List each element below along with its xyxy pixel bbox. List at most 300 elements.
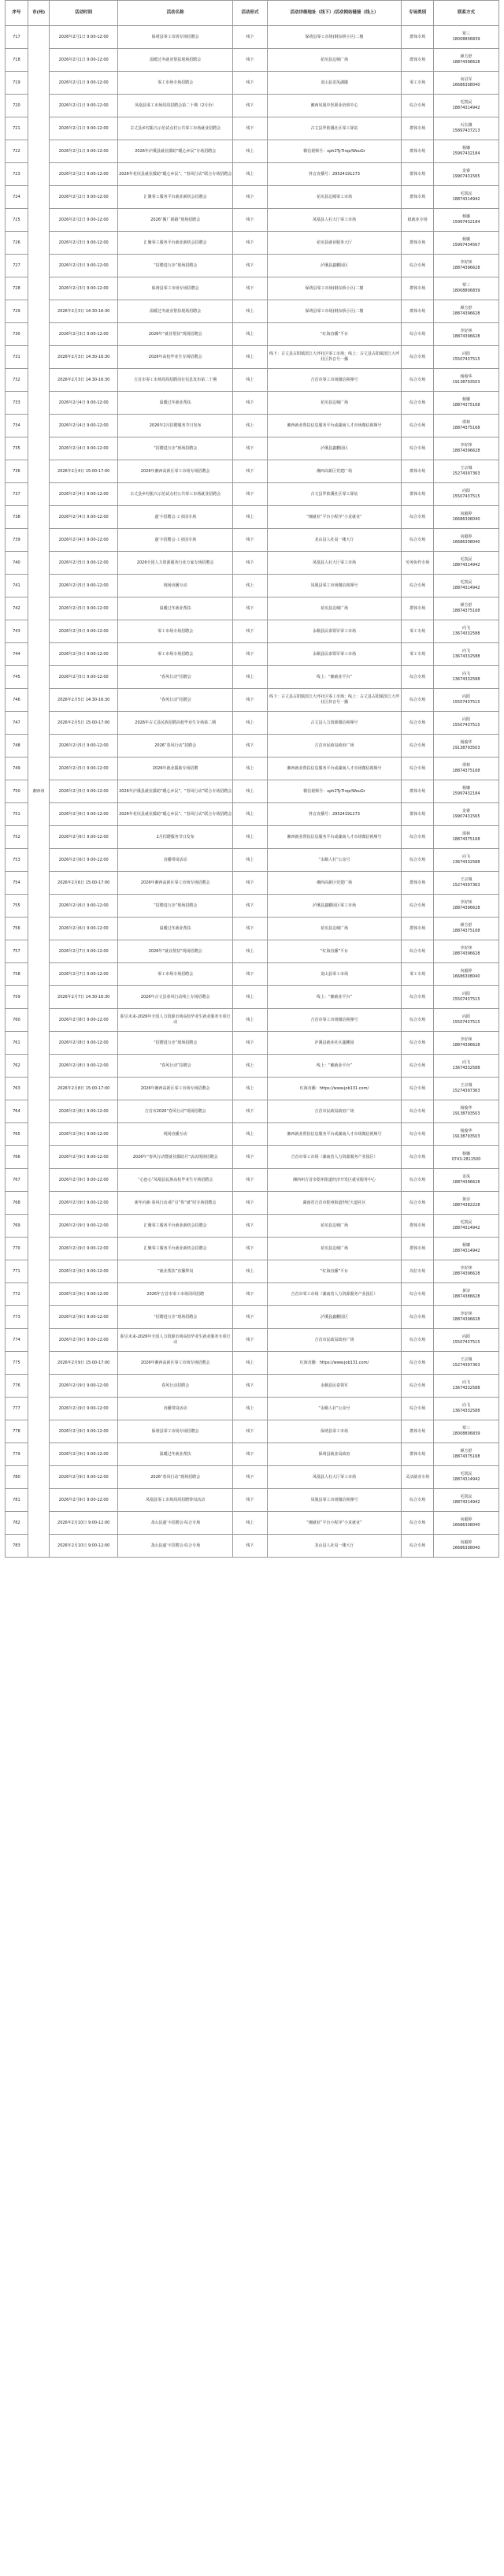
cell-activity-name: 职引未来-2026年全国人力资源市场高校毕业生就业服务专项行动 — [117, 1329, 233, 1352]
cell-seq: 726 — [6, 232, 28, 255]
cell-time: 2026年2月7日 9:00-12:00 — [50, 940, 117, 963]
cell-contact — [434, 666, 499, 689]
cell-form: 线下 — [233, 1443, 267, 1466]
cell-seq: 765 — [6, 1123, 28, 1146]
contact-person: 毛凯民 — [460, 580, 472, 585]
cell-time: 2026年2月9日 9:00-12:00 — [50, 1398, 117, 1420]
cell-category: 综合专场 — [402, 1306, 434, 1329]
cell-time: 2026年2月4日 9:00-12:00 — [50, 415, 117, 437]
contact-person: 杨俊华 — [460, 740, 472, 745]
cell-form: 线下 — [233, 232, 267, 255]
cell-time: 2026年2月3日 14:30-16:30 — [50, 346, 117, 369]
cell-category: 综合专场 — [402, 940, 434, 963]
table-row — [6, 529, 499, 552]
contact-person: 谭林 — [462, 763, 471, 768]
table-row — [6, 1078, 499, 1100]
cell-seq: 778 — [6, 1420, 28, 1443]
cell-activity-name: 2026年湘西高新区零工市场专场招聘会 — [117, 872, 233, 895]
column-header: 活动详细地址（线下）/活动网站链接（线上） — [267, 1, 402, 26]
cell-contact — [434, 620, 499, 643]
cell-contact — [434, 918, 499, 940]
cell-time: 2026年2月9日 9:00-12:00 — [50, 1260, 117, 1283]
cell-contact — [434, 895, 499, 918]
table-row — [6, 117, 499, 140]
cell-seq: 718 — [6, 49, 28, 72]
contact-phone: 18874375168 — [452, 1454, 480, 1459]
cell-seq: 734 — [6, 415, 28, 437]
contact-person: 李好林 — [460, 1037, 472, 1042]
cell-category: 群体专场 — [402, 1443, 434, 1466]
cell-form: 线下 — [233, 1329, 267, 1352]
cell-seq: 746 — [6, 689, 28, 712]
cell-address: 古丈县罗依溪社区零工驿站 — [267, 483, 402, 506]
cell-category: 综合专场 — [402, 1100, 434, 1123]
contact-phone: 15507437515 — [452, 357, 480, 362]
cell-form: 线上 — [233, 666, 267, 689]
contact-person: 向飞 — [462, 1380, 471, 1385]
cell-form: 线下 — [233, 918, 267, 940]
cell-activity-name: “招聘进万企”现场招聘会 — [117, 1306, 233, 1329]
cell-address: 花垣县边城广场 — [267, 918, 402, 940]
cell-seq: 727 — [6, 255, 28, 277]
table-row — [6, 277, 499, 300]
table-row — [6, 506, 499, 529]
cell-activity-name: 现场直播互动 — [117, 1123, 233, 1146]
cell-time: 2026年2月8日 15:00-17:00 — [50, 1078, 117, 1100]
contact-phone: 15997432184 — [452, 151, 480, 156]
cell-form: 线下 — [233, 1535, 267, 1558]
cell-contact — [434, 1283, 499, 1306]
cell-category: 群体专场 — [402, 483, 434, 506]
cell-address: “湘就业”平台小程序“小龙就业” — [267, 506, 402, 529]
cell-address: 湘西高新区党建广场 — [267, 460, 402, 483]
cell-address: 泸溪县鑫鹏园区 — [267, 437, 402, 460]
cell-contact — [434, 1123, 499, 1146]
cell-seq: 722 — [6, 140, 28, 163]
cell-contact — [434, 529, 499, 552]
cell-activity-name: “春风行动”招聘会 — [117, 689, 233, 712]
contact-phone: 16686308040 — [452, 83, 480, 87]
cell-category: 综合专场 — [402, 1489, 434, 1512]
cell-form: 线上 — [233, 1398, 267, 1420]
table-row — [6, 72, 499, 95]
contact-person: 黄诗 — [462, 1197, 471, 1202]
cell-contact — [434, 95, 499, 117]
cell-seq: 762 — [6, 1055, 28, 1078]
cell-form: 线下 — [233, 1466, 267, 1489]
cell-category: 综合专场 — [402, 1352, 434, 1375]
contact-person: 杨俊华 — [460, 1129, 472, 1134]
cell-contact — [434, 49, 499, 72]
cell-contact — [434, 369, 499, 392]
table-row — [6, 1443, 499, 1466]
cell-contact — [434, 1329, 499, 1352]
cell-activity-name: 保靖县零工市场专场招聘会 — [117, 277, 233, 300]
cell-category: 综合专场 — [402, 895, 434, 918]
cell-contact — [434, 1078, 499, 1100]
contact-person: 王宗城 — [460, 1083, 472, 1088]
cell-contact — [434, 186, 499, 209]
table-row — [6, 849, 499, 872]
cell-form: 线下 — [233, 392, 267, 415]
cell-form: 线上 — [233, 1078, 267, 1100]
cell-seq: 756 — [6, 918, 28, 940]
cell-activity-name: 2026年“就业帮扶”现场招聘会 — [117, 323, 233, 346]
cell-address: 泸溪县就业社区鑫鹏园 — [267, 1032, 402, 1055]
cell-seq: 753 — [6, 849, 28, 872]
table-row — [6, 1100, 499, 1123]
contact-person: 向毅婷 — [460, 1540, 472, 1545]
table-row — [6, 620, 499, 643]
contact-person: 向阳 — [462, 1335, 471, 1339]
cell-contact — [434, 963, 499, 986]
cell-region: 湘西州 — [28, 26, 50, 1558]
cell-category: 综合专场 — [402, 735, 434, 758]
cell-address: 凤凰县人社大厅零工市场 — [267, 209, 402, 232]
cell-time: 2026年2月9日 9:00-12:00 — [50, 1123, 117, 1146]
cell-category: 综合专场 — [402, 1078, 434, 1100]
cell-address: 线上：“湘就业平台” — [267, 986, 402, 1009]
cell-contact — [434, 300, 499, 323]
cell-seq: 755 — [6, 895, 28, 918]
contact-person: 李好林 — [460, 443, 472, 448]
contact-person: 龙睿 — [462, 169, 471, 173]
cell-time: 2026年2月9日 9:00-12:00 — [50, 1215, 117, 1238]
cell-time: 2026年2月4日 9:00-12:00 — [50, 529, 117, 552]
job-fair-schedule-table — [5, 0, 499, 1558]
column-header: 序号 — [6, 1, 28, 26]
cell-activity-name: 新年向新·春风行动·职“引”你“就”时专场招聘会 — [117, 1192, 233, 1215]
contact-phone: 18874382228 — [452, 1203, 480, 1208]
cell-contact — [434, 255, 499, 277]
cell-contact — [434, 483, 499, 506]
cell-activity-name: 零工市场专场招聘会 — [117, 643, 233, 666]
cell-contact — [434, 323, 499, 346]
cell-seq: 783 — [6, 1535, 28, 1558]
cell-form: 线下 — [233, 689, 267, 712]
cell-category: 综合专场 — [402, 1192, 434, 1215]
cell-contact — [434, 643, 499, 666]
cell-category: 群体专场 — [402, 460, 434, 483]
contact-phone: 15997432184 — [452, 791, 480, 796]
cell-address: 吉首市民政局政府广场 — [267, 1329, 402, 1352]
cell-category: 综合专场 — [402, 849, 434, 872]
contact-person: 向毅婷 — [460, 969, 472, 973]
table-row — [6, 300, 499, 323]
cell-category: 综合专场 — [402, 666, 434, 689]
cell-contact — [434, 735, 499, 758]
contact-person: 石长娥 — [460, 123, 472, 128]
cell-activity-name: “招聘进万企”现场招聘会 — [117, 895, 233, 918]
cell-form: 线上 — [233, 940, 267, 963]
table-row — [6, 1352, 499, 1375]
contact-phone: 15274397363 — [452, 1089, 480, 1093]
cell-activity-name: 温暖过冬就业帮扶现场招聘会 — [117, 49, 233, 72]
cell-address: “永顺人社”公众号 — [267, 1398, 402, 1420]
cell-form: 线下 — [233, 437, 267, 460]
contact-phone: 16686308040 — [452, 540, 480, 545]
cell-category: 综合专场 — [402, 255, 434, 277]
cell-time: 2026年2月6日 9:00-12:00 — [50, 918, 117, 940]
cell-address: 湘西州吉首市乾州街道经济开发区就业服务中心 — [267, 1169, 402, 1192]
cell-category: 群体专场 — [402, 872, 434, 895]
cell-form: 线上 — [233, 803, 267, 826]
cell-seq: 729 — [6, 300, 28, 323]
cell-contact — [434, 1238, 499, 1260]
table-row — [6, 1055, 499, 1078]
cell-activity-name: 2026“搬厂新路”现场招聘会 — [117, 209, 233, 232]
cell-address: 微信视频号：xph2Ty7Irqs/WouGr — [267, 780, 402, 803]
contact-phone: 18874375168 — [452, 837, 480, 842]
cell-time: 2026年2月5日 9:00-12:00 — [50, 597, 117, 620]
contact-phone: 18874396628 — [452, 1043, 480, 1048]
contact-person: 向阳 — [462, 717, 471, 722]
contact-phone: 19907431565 — [452, 174, 480, 179]
cell-time: 2026年2月9日 9:00-12:00 — [50, 1192, 117, 1215]
contact-phone: 16686308040 — [452, 1523, 480, 1528]
table-row — [6, 1283, 499, 1306]
cell-activity-name: 零工市场专场招聘会 — [117, 963, 233, 986]
cell-contact — [434, 232, 499, 255]
contact-phone: 19138793503 — [452, 1111, 480, 1116]
cell-activity-name: 保靖县零工市场专场招聘会 — [117, 26, 233, 49]
cell-seq: 749 — [6, 758, 28, 780]
table-row — [6, 597, 499, 620]
table-row — [6, 1489, 499, 1512]
cell-contact — [434, 780, 499, 803]
cell-activity-name: 吉首市零工市场周周招聘岗位信息发布第二十期 — [117, 369, 233, 392]
cell-form: 线下 — [233, 1032, 267, 1055]
cell-address: 古丈县罗依溪社区零工驿站 — [267, 117, 402, 140]
cell-contact — [434, 26, 499, 49]
cell-form: 线上 — [233, 1055, 267, 1078]
cell-seq: 735 — [6, 437, 28, 460]
contact-phone: 18874375168 — [452, 609, 480, 613]
cell-contact — [434, 1009, 499, 1032]
contact-phone: 18874314942 — [452, 586, 480, 590]
cell-category: 群体专场 — [402, 1215, 434, 1238]
contact-person: 杨娜 — [462, 397, 471, 402]
cell-seq: 764 — [6, 1100, 28, 1123]
contact-phone: 18874314942 — [452, 197, 480, 202]
cell-form: 线下 — [233, 117, 267, 140]
cell-contact — [434, 1169, 499, 1192]
cell-seq: 731 — [6, 346, 28, 369]
cell-time: 2026年2月9日 9:00-12:00 — [50, 1306, 117, 1329]
cell-activity-name: 2026年湘西高新区零工市场专场招聘会 — [117, 1352, 233, 1375]
cell-form: 线上 — [233, 369, 267, 392]
cell-category: 综合专场 — [402, 1283, 434, 1306]
cell-activity-name: 温暖过冬就业帮扶 — [117, 597, 233, 620]
table-row — [6, 940, 499, 963]
cell-form: 线下 — [233, 1306, 267, 1329]
cell-time: 2026年2月9日 15:00-17:00 — [50, 1352, 117, 1375]
contact-person: 杨娜 — [462, 214, 471, 219]
cell-category: 综合专场 — [402, 1146, 434, 1169]
table-row — [6, 415, 499, 437]
cell-category: 岗位专场 — [402, 1260, 434, 1283]
cell-seq: 744 — [6, 643, 28, 666]
cell-contact — [434, 392, 499, 415]
cell-form: 线下 — [233, 49, 267, 72]
cell-seq: 719 — [6, 72, 28, 95]
table-header — [6, 1, 499, 26]
cell-contact — [434, 415, 499, 437]
table-row — [6, 1192, 499, 1215]
contact-person: 向飞 — [462, 649, 471, 653]
cell-form: 线下 — [233, 1489, 267, 1512]
cell-time: 2026年2月5日 15:00-17:00 — [50, 712, 117, 735]
cell-contact — [434, 552, 499, 575]
cell-category: 稳就业专场 — [402, 209, 434, 232]
cell-seq: 761 — [6, 1032, 28, 1055]
cell-address: 花垣县边城广场 — [267, 1238, 402, 1260]
cell-address: 湘西高新区党建广场 — [267, 872, 402, 895]
cell-activity-name: 保靖县零工市场专场招聘会 — [117, 1420, 233, 1443]
cell-activity-name: 职引未来-2026年全国人力资源市场高校毕业生就业服务专项行动 — [117, 1009, 233, 1032]
cell-seq: 780 — [6, 1466, 28, 1489]
cell-contact — [434, 872, 499, 895]
contact-phone: 15507437515 — [452, 1020, 480, 1025]
table-row — [6, 1169, 499, 1192]
cell-time: 2026年2月1日 9:00-12:00 — [50, 117, 117, 140]
contact-person: 毛凯民 — [460, 557, 472, 562]
cell-category: 综合专场 — [402, 415, 434, 437]
contact-phone: 18008806839 — [452, 288, 480, 293]
cell-activity-name: 2026年湘西高新区零工市场专场招聘会 — [117, 460, 233, 483]
contact-phone: 18874396628 — [452, 1180, 480, 1185]
contact-person: 向阳 — [462, 352, 471, 356]
cell-category: 综合专场 — [402, 826, 434, 849]
table-row — [6, 1123, 499, 1146]
cell-address: 微信视频号：xph2Ty7Irqs/WouGr — [267, 140, 402, 163]
column-header: 市(州) — [28, 1, 50, 26]
cell-activity-name: 汇聚零工服务平台就业新机会招聘会 — [117, 1215, 233, 1238]
cell-time: 2026年2月10日 9:00-12:00 — [50, 1535, 117, 1558]
cell-time: 2026年2月9日 9:00-12:00 — [50, 1146, 117, 1169]
cell-time: 2026年2月6日 9:00-12:00 — [50, 826, 117, 849]
contact-phone: 15997434567 — [452, 243, 480, 248]
contact-person: 向阳 — [462, 694, 471, 699]
contact-phone: 16686308040 — [452, 974, 480, 979]
cell-seq: 772 — [6, 1283, 28, 1306]
table-row — [6, 986, 499, 1009]
cell-contact — [434, 506, 499, 529]
cell-form: 线下 — [233, 529, 267, 552]
cell-seq: 732 — [6, 369, 28, 392]
cell-address: 龙山县龙凤湖隧 — [267, 72, 402, 95]
cell-category: 综合专场 — [402, 1512, 434, 1535]
cell-activity-name: 遂'卡招聘会·工业园专场 — [117, 506, 233, 529]
cell-time: 2026年2月8日 9:00-12:00 — [50, 1055, 117, 1078]
cell-address: 保靖县零工市场 — [267, 1420, 402, 1443]
contact-person: 杨娜 — [462, 1243, 471, 1248]
contact-phone: 18874396628 — [452, 1271, 480, 1276]
cell-address: 凤凰县人社大厅零工市场 — [267, 552, 402, 575]
contact-person: 龙凤 — [462, 1174, 471, 1179]
table-row — [6, 552, 499, 575]
cell-seq: 738 — [6, 506, 28, 529]
cell-activity-name: 温暖过冬就业帮扶 — [117, 918, 233, 940]
contact-phone: 18874375168 — [452, 403, 480, 408]
cell-seq: 739 — [6, 529, 28, 552]
cell-form: 线下 — [233, 1283, 267, 1306]
contact-phone: 18874314942 — [452, 1226, 480, 1230]
contact-phone: 15274397363 — [452, 883, 480, 888]
cell-activity-name: 汇聚零工服务平台就业新机会招聘会 — [117, 1238, 233, 1260]
cell-time: 2026年2月9日 9:00-12:00 — [50, 1169, 117, 1192]
contact-person: 向飞 — [462, 672, 471, 676]
contact-phone: 13674332588 — [452, 1409, 480, 1413]
cell-seq: 776 — [6, 1375, 28, 1398]
cell-contact — [434, 1192, 499, 1215]
cell-address: 凤凰县人社大厅零工市场 — [267, 1466, 402, 1489]
cell-address: 保靖县零工市场(钢东桥小区)二楼 — [267, 26, 402, 49]
cell-activity-name: 龙山县遂'卡招聘会·综合专场 — [117, 1535, 233, 1558]
cell-address: 湘西就业帮扶信息服务平台或湖南人才市场微信视频号 — [267, 1123, 402, 1146]
cell-activity-name: 2026年高校毕业生专场招聘会 — [117, 346, 233, 369]
table-row — [6, 1306, 499, 1329]
contact-person: 黄诗 — [462, 1289, 471, 1294]
cell-category: 零工专场 — [402, 963, 434, 986]
cell-time: 2026年2月9日 9:00-12:00 — [50, 1443, 117, 1466]
cell-form: 线下 — [233, 1238, 267, 1260]
cell-time: 2026年2月9日 9:00-12:00 — [50, 1489, 117, 1512]
table-row — [6, 1260, 499, 1283]
cell-time: 2026年2月5日 14:30-16:30 — [50, 689, 117, 712]
cell-time: 2026年2月4日 9:00-12:00 — [50, 437, 117, 460]
cell-time: 2026年2月8日 9:00-12:00 — [50, 1032, 117, 1055]
cell-address: 保靖县就业局政府 — [267, 1443, 402, 1466]
contact-person: 杨俊华 — [460, 374, 472, 379]
contact-person: 王宗城 — [460, 1357, 472, 1362]
cell-time: 2026年2月5日 9:00-12:00 — [50, 552, 117, 575]
cell-seq: 775 — [6, 1352, 28, 1375]
cell-category: 综合专场 — [402, 1009, 434, 1032]
contact-phone: 18008806839 — [452, 1431, 480, 1436]
cell-seq: 766 — [6, 1146, 28, 1169]
cell-form: 线下 — [233, 1169, 267, 1192]
table-row — [6, 1032, 499, 1055]
contact-phone: 13674332588 — [452, 1066, 480, 1070]
table-row — [6, 1238, 499, 1260]
cell-activity-name: 温暖过冬就业帮扶 — [117, 392, 233, 415]
cell-address: 龙山县人社局一楼大厅 — [267, 1535, 402, 1558]
contact-person: 向毅婷 — [460, 534, 472, 539]
cell-seq: 733 — [6, 392, 28, 415]
cell-activity-name: 凤凰县零工市场周周招聘带岗活动 — [117, 1489, 233, 1512]
cell-form: 线上 — [233, 346, 267, 369]
table-row — [6, 49, 499, 72]
cell-seq: 743 — [6, 620, 28, 643]
cell-category: 群体专场 — [402, 918, 434, 940]
cell-contact — [434, 803, 499, 826]
cell-contact — [434, 1055, 499, 1078]
cell-activity-name: 2026年湘西高新区零工市场专场招聘会 — [117, 1078, 233, 1100]
cell-time: 2026年2月6日 9:00-12:00 — [50, 895, 117, 918]
cell-seq: 758 — [6, 963, 28, 986]
cell-activity-name: 汇聚零工服务平台就业新机会招聘会 — [117, 186, 233, 209]
cell-seq: 767 — [6, 1169, 28, 1192]
contact-phone: 13674332588 — [452, 860, 480, 865]
contact-phone: 18874314942 — [452, 563, 480, 568]
cell-activity-name: 温暖过冬就业帮扶 — [117, 1443, 233, 1466]
cell-form: 线上 — [233, 712, 267, 735]
cell-contact — [434, 117, 499, 140]
cell-activity-name: 2026年2月招聘服务节日发布 — [117, 415, 233, 437]
cell-activity-name: 2026年古丈县民族招聘高校毕业生专场第二期 — [117, 712, 233, 735]
table-row — [6, 186, 499, 209]
